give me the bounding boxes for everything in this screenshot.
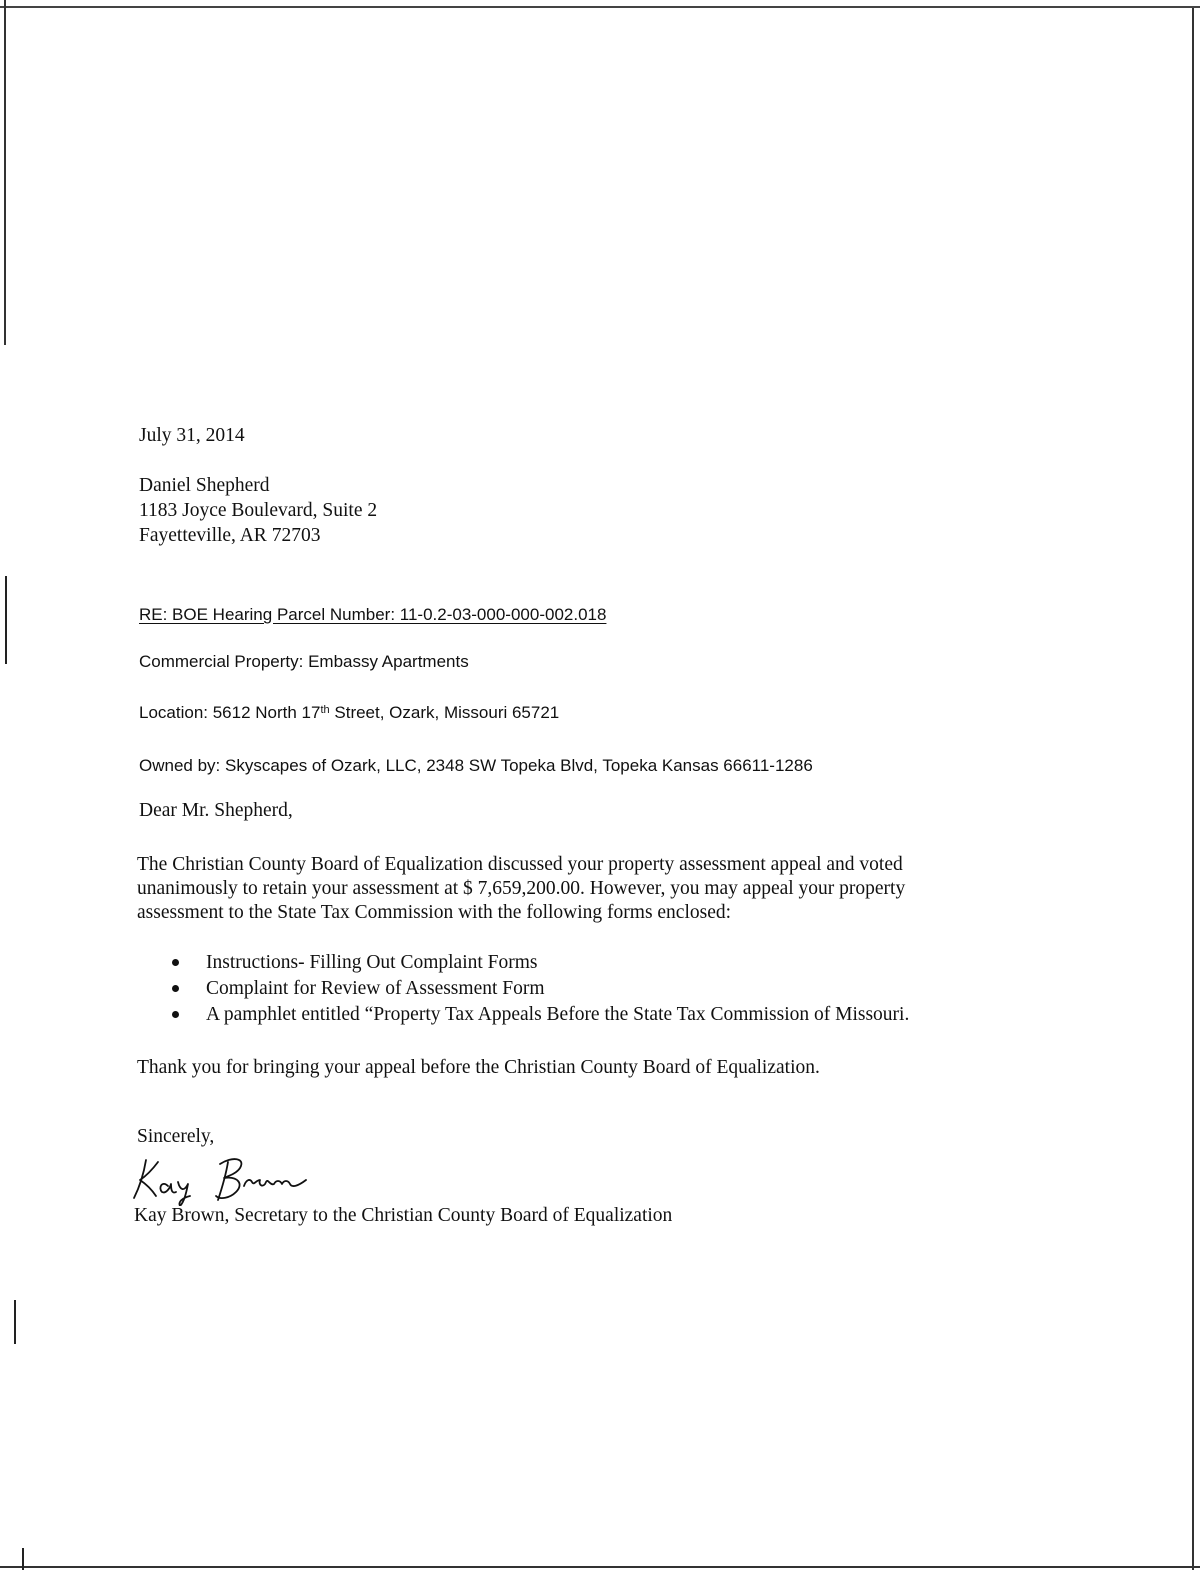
scan-border-left <box>4 0 6 345</box>
list-item <box>170 1002 909 1028</box>
scan-border-bottom <box>0 1566 1200 1568</box>
body-paragraph <box>137 853 997 925</box>
bullet-icon <box>172 1011 179 1018</box>
location-prefix: Location: 5612 North 17 <box>139 703 321 722</box>
owner-line: Owned by: Skyscapes of Ozark, LLC, 2348 SW Topeka Blvd, Topeka Kansas 66611-1286 <box>139 756 813 775</box>
scan-border-top <box>0 6 1200 8</box>
scan-border-right <box>1192 8 1194 1570</box>
property-line: Commercial Property: Embassy Apartments <box>139 652 469 671</box>
scan-edge-mark <box>22 1548 24 1570</box>
re-line: RE: BOE Hearing Parcel Number: 11-0.2-03-000-000-002.018 <box>139 605 607 624</box>
body-line: assessment to the State Tax Commission with the following forms enclosed: <box>137 902 732 923</box>
body-line: The Christian County Board of Equalization discussed your property assessment appeal and voted <box>137 854 903 875</box>
signer-line: Kay Brown, Secretary to the Christian County Board of Equalization <box>134 1205 673 1226</box>
closing: Sincerely, <box>137 1126 215 1147</box>
location-suffix: Street, Ozark, Missouri 65721 <box>329 703 560 722</box>
enclosure-label: Instructions- Filling Out Complaint Forms <box>206 952 538 973</box>
bullet-icon <box>172 959 179 966</box>
list-item <box>170 976 909 1002</box>
enclosure-label: Complaint for Review of Assessment Form <box>206 978 545 999</box>
recipient-name: Daniel Shepherd <box>139 475 270 496</box>
recipient-city: Fayetteville, AR 72703 <box>139 525 321 546</box>
body-line: unanimously to retain your assessment at $ 7,659,200.00. However, you may appeal your property <box>137 878 906 899</box>
handwritten-signature <box>124 1150 314 1206</box>
recipient-address <box>139 473 377 548</box>
recipient-street: 1183 Joyce Boulevard, Suite 2 <box>139 500 378 521</box>
bullet-icon <box>172 985 179 992</box>
enclosure-label: A pamphlet entitled “Property Tax Appeals Before the State Tax Commission of Missouri. <box>206 1004 910 1025</box>
thank-you-line: Thank you for bringing your appeal before the Christian County Board of Equalization. <box>137 1057 820 1078</box>
list-item <box>170 950 909 976</box>
scan-edge-mark <box>5 576 7 664</box>
letter-date: July 31, 2014 <box>139 425 245 446</box>
scan-edge-mark <box>14 1300 16 1344</box>
enclosure-list <box>170 950 909 1028</box>
salutation: Dear Mr. Shepherd, <box>139 800 293 821</box>
location-line <box>139 702 559 724</box>
location-superscript: th <box>320 704 330 716</box>
